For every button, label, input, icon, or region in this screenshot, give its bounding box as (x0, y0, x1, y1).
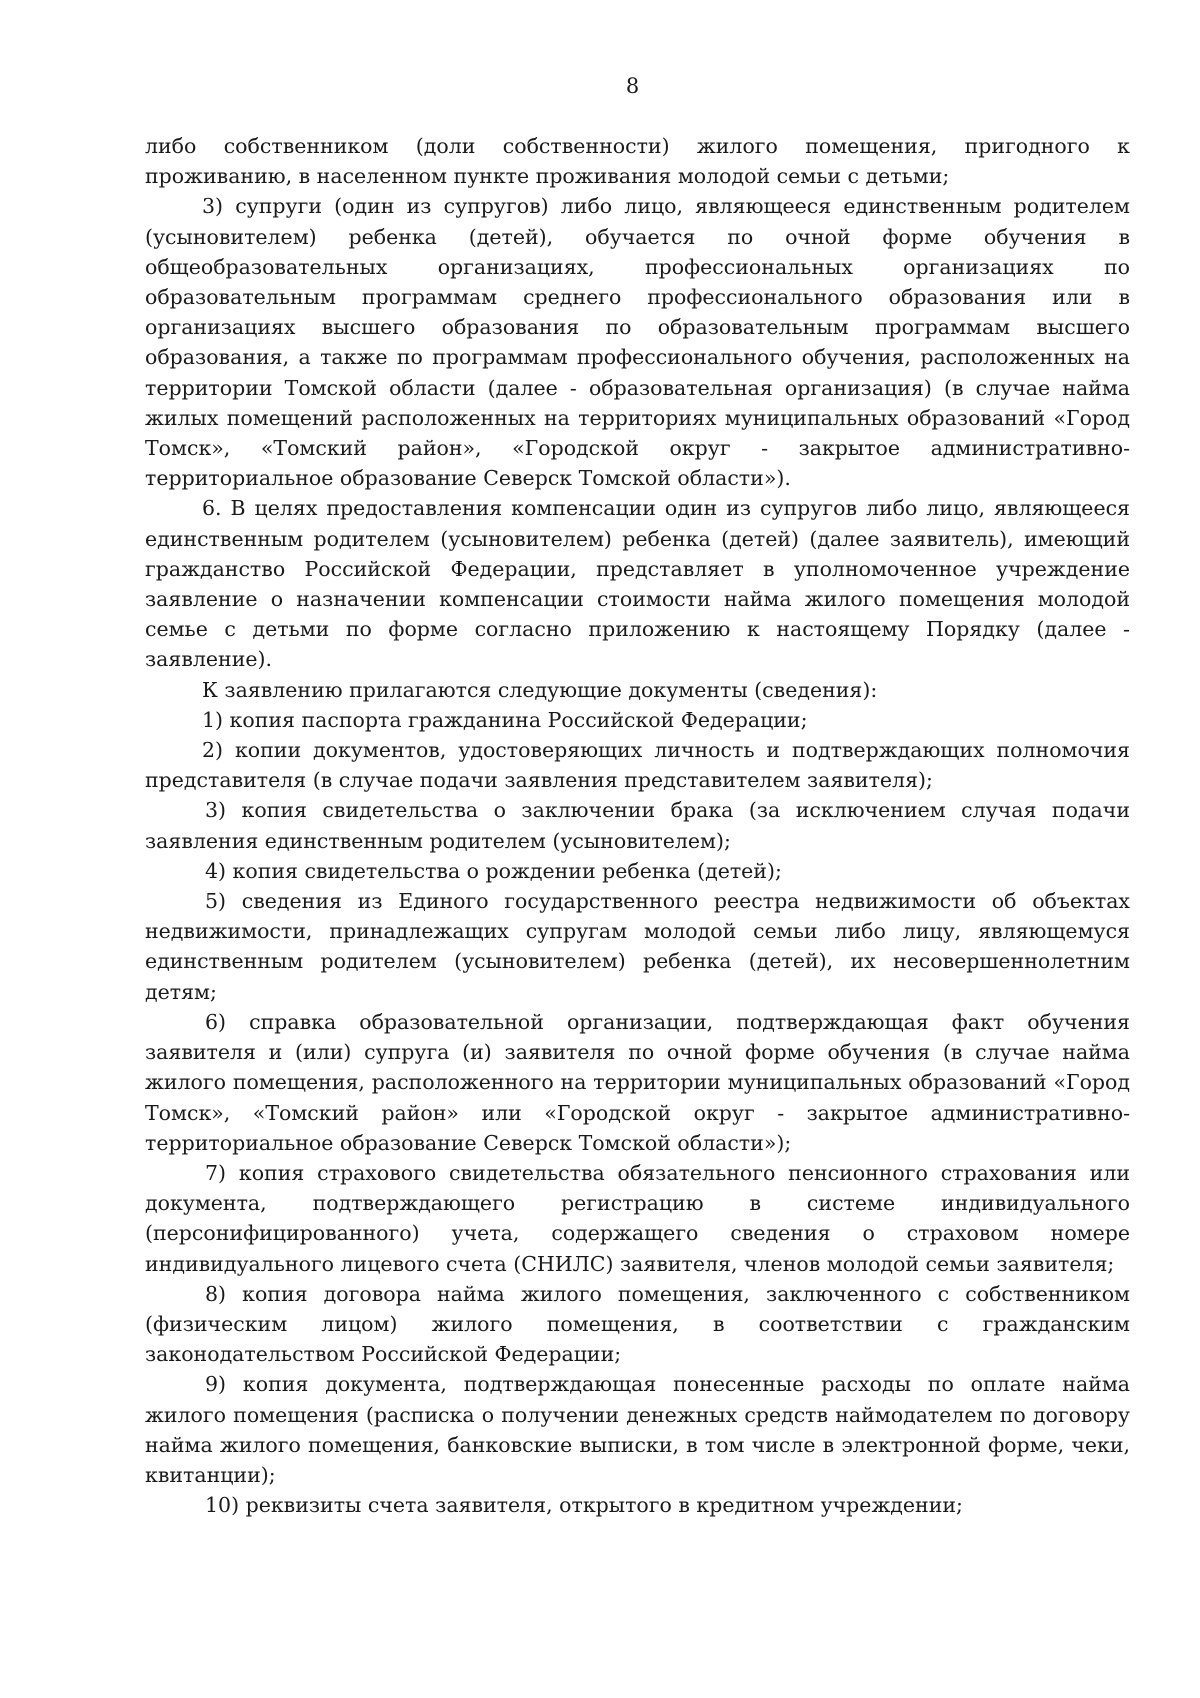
list-item-1-passport: 1) копия паспорта гражданина Российской Федерации; (202, 707, 808, 732)
paragraph-item-3-spouses-studying: 3) супруги (один из супругов) либо лицо, являющееся единственным родителем (усыновителем) ребенка (детей), обучается по очной форме обучения в общеобразовательных организациях, профессиональных организациях по образовательным программам среднего профессионального образования или в организациях высшего образования по образовательным программам высшего образования, а также по программам профессионального обучения, расположенных на территории Томской области (далее - образовательная организация) (в случае найма жилых помещений расположенных на территориях муниципальных образований «Город Томск», «Томский район», «Городской округ - закрытое административно-территориальное образование Северск Томской области»). (145, 194, 1130, 491)
list-item-7-snils: 7) копия страхового свидетельства обязательного пенсионного страхования или документа, подтверждающего регистрацию в системе индивидуального (персонифицированного) учета, содержащего сведения о страховом номере индивидуального лицевого счета (СНИЛС) заявителя, членов молодой семьи заявителя; (145, 1160, 1130, 1276)
list-item-3-marriage-certificate: 3) копия свидетельства о заключении брака (за исключением случая подачи заявления единственным родителем (усыновителем); (145, 798, 1130, 853)
paragraph-documents-intro: К заявлению прилагаются следующие документы (сведения): (202, 677, 878, 702)
list-item-2-identity-documents: 2) копии документов, удостоверяющих личность и подтверждающих полномочия представителя (в случае подачи заявления представителем заявителя); (145, 738, 1130, 793)
paragraph-section-6: 6. В целях предоставления компенсации один из супругов либо лицо, являющееся единственным родителем (усыновителем) ребенка (детей) (далее заявитель), имеющий гражданство Российской Федерации, представляет в уполномоченное учреждение заявление о назначении компенсации стоимости найма жилого помещения молодой семье с детьми по форме согласно приложению к настоящему Порядку (далее - заявление). (145, 496, 1130, 672)
list-item-10-bank-details: 10) реквизиты счета заявителя, открытого в кредитном учреждении; (205, 1493, 963, 1518)
list-item-8-rental-agreement: 8) копия договора найма жилого помещения, заключенного с собственником (физическим лицом) жилого помещения, в соответствии с гражданским законодательством Российской Федерации; (145, 1281, 1130, 1367)
paragraph-continuation: либо собственником (доли собственности) жилого помещения, пригодного к проживанию, в населенном пункте проживания молодой семьи с детьми; (145, 134, 1130, 189)
list-item-4-birth-certificate: 4) копия свидетельства о рождении ребенка (детей); (205, 858, 782, 883)
list-item-5-real-estate-registry: 5) сведения из Единого государственного реестра недвижимости об объектах недвижимости, принадлежащих супругам молодой семьи либо лицу, являющемуся единственным родителем (усыновителем) ребенка (детей), их несовершеннолетним детям; (145, 889, 1130, 1004)
list-item-9-payment-documents: 9) копия документа, подтверждающая понесенные расходы по оплате найма жилого помещения (расписка о получении денежных средств наймодателем по договору найма жилого помещения, банковские выписки, в том числе в электронной форме, чеки, квитанции); (145, 1372, 1130, 1487)
page-number: 8 (625, 74, 640, 98)
document-body (145, 131, 1130, 1520)
list-item-6-education-certificate: 6) справка образовательной организации, подтверждающая факт обучения заявителя и (или) супруга (и) заявителя по очной форме обучения (в случае найма жилого помещения, расположенного на территории муниципальных образований «Город Томск», «Томский район» или «Городской округ - закрытое административно-территориальное образование Северск Томской области»); (145, 1009, 1130, 1155)
